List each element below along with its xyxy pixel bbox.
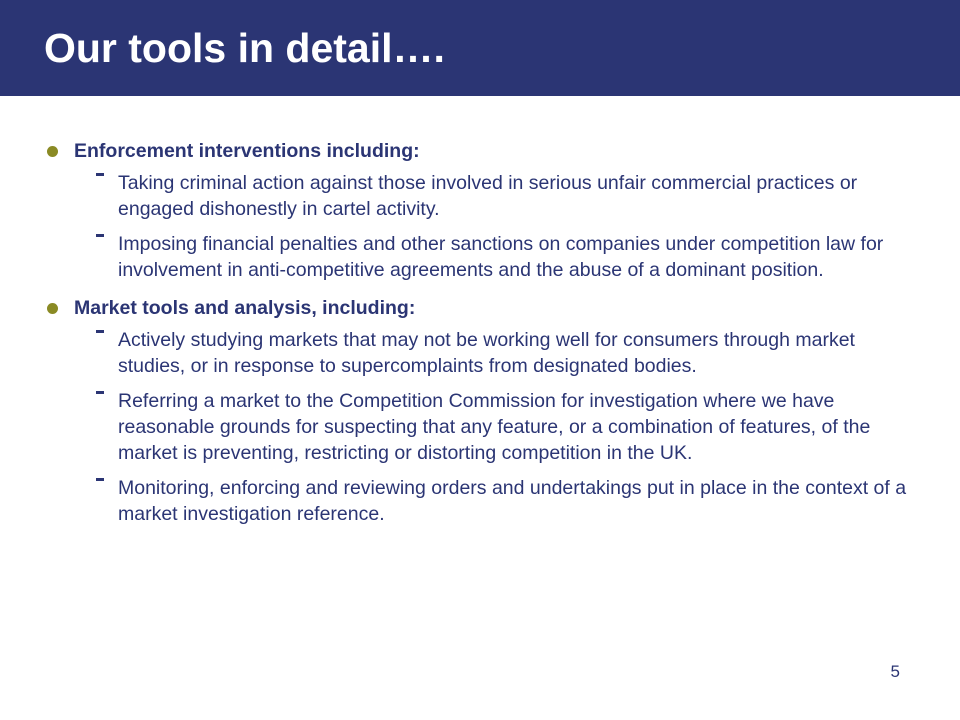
page-number: 5 [890, 662, 900, 681]
list-item-text: Actively studying markets that may not be working well for consumers through market studies, or in response to supercomplaints from designated bodies. [118, 329, 855, 377]
list-item [40, 170, 920, 222]
bullet-dot-icon [47, 303, 58, 314]
list-item-text: Imposing financial penalties and other sanctions on companies under competition law for involvement in anti-competitive agreements and the abuse of a dominant position. [118, 233, 884, 281]
section-heading-market-tools [40, 295, 920, 321]
list-item-text: Taking criminal action against those involved in serious unfair commercial practices or engaged dishonestly in cartel activity. [118, 172, 858, 220]
list-item-text: Referring a market to the Competition Commission for investigation where we have reasonable grounds for suspecting that any feature, or a combination of features, of the market is preventing, restricting or distorting competition in the UK. [118, 390, 871, 464]
dash-bullet-icon [96, 478, 104, 481]
dash-bullet-icon [96, 234, 104, 237]
title-bar [0, 0, 960, 96]
list-item [40, 327, 920, 379]
list-item [40, 475, 920, 527]
dash-bullet-icon [96, 391, 104, 394]
slide-title: Our tools in detail…. [44, 25, 445, 71]
slide-content [40, 138, 920, 527]
list-item-text: Monitoring, enforcing and reviewing orders and undertakings put in place in the context of a market investigation reference. [118, 477, 907, 525]
market-tools-list [40, 327, 920, 527]
list-item [40, 388, 920, 466]
section-heading-enforcement [40, 138, 920, 164]
list-item [40, 231, 920, 283]
enforcement-list [40, 170, 920, 283]
dash-bullet-icon [96, 173, 104, 176]
dash-bullet-icon [96, 330, 104, 333]
section-heading-text: Enforcement interventions including: [74, 140, 420, 162]
bullet-dot-icon [47, 146, 58, 157]
section-heading-text: Market tools and analysis, including: [74, 297, 416, 319]
